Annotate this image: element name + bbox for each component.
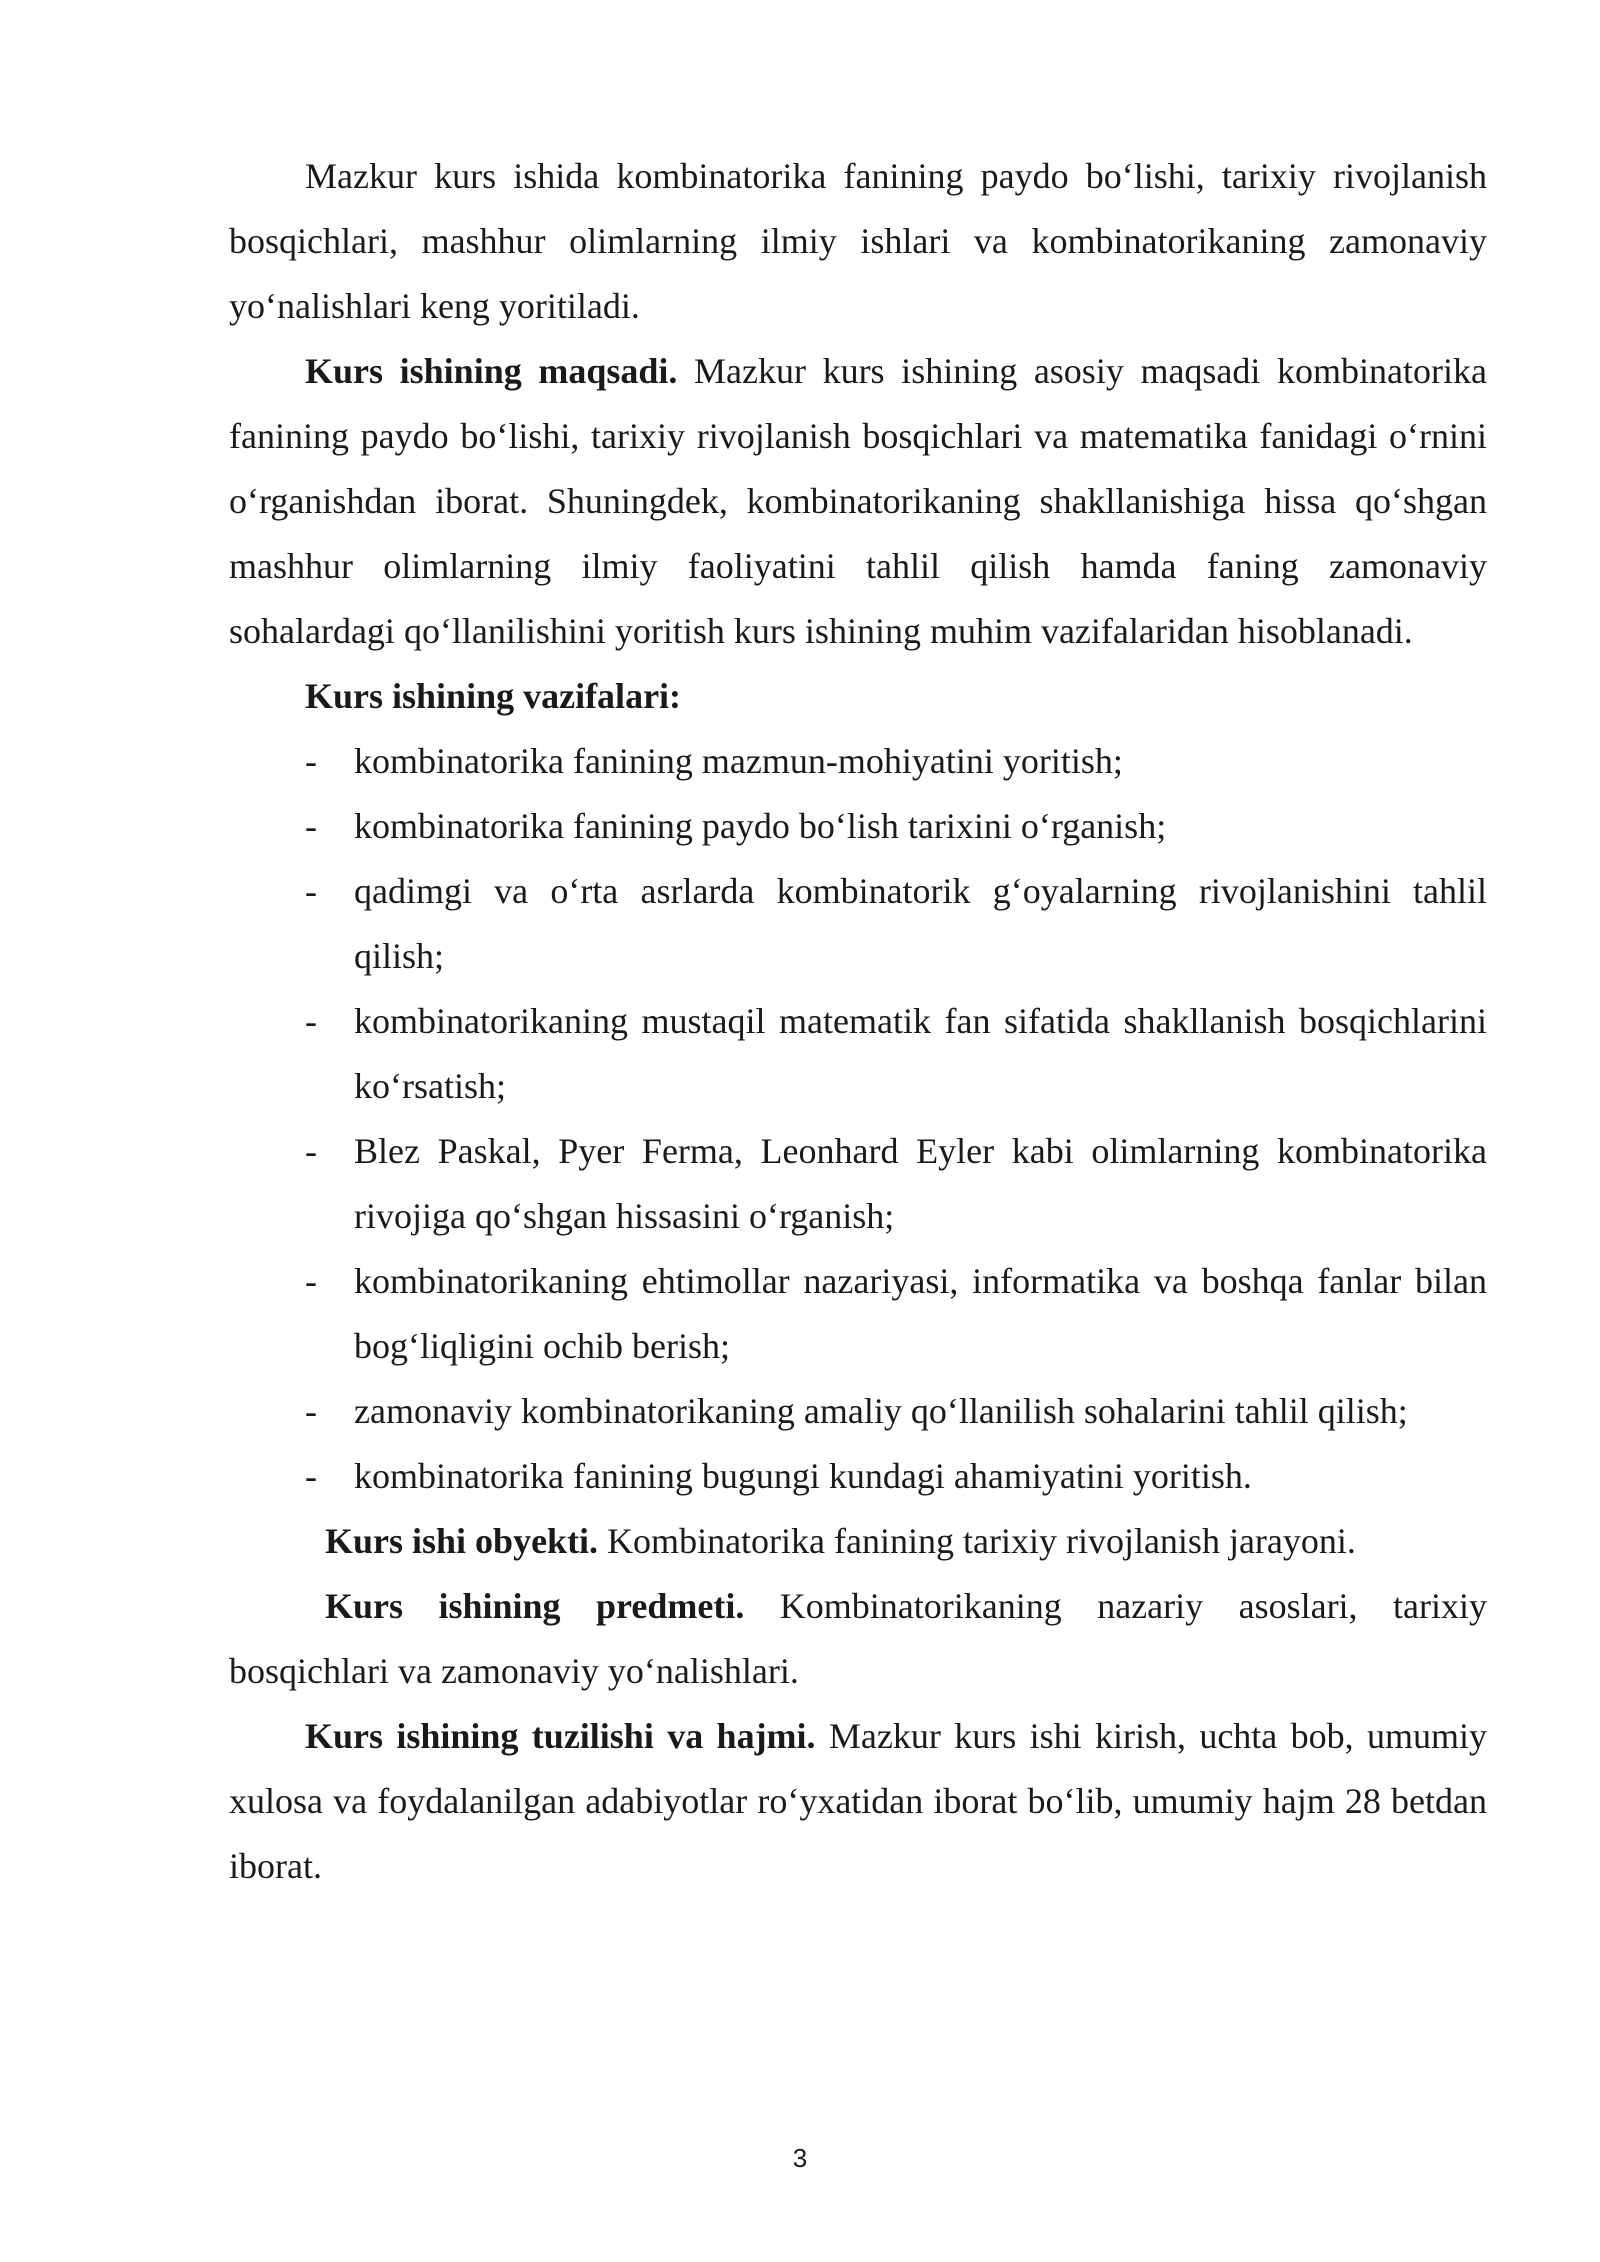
intro-text: Mazkur kurs ishida kombinatorika fanining paydo bo‘lishi, tarixiy rivojlanish bosqichlari, mashhur olimlarning ilmiy ishlari va kombinatorikaning zamonaviy yo‘nalishlari keng yoritiladi. [229, 156, 1487, 326]
structure-heading: Kurs ishining tuzilishi va hajmi. [305, 1716, 816, 1756]
list-item [229, 989, 1487, 1119]
list-item [229, 794, 1487, 859]
list-item-text: kombinatorika fanining paydo bo‘lish tarixini o‘rganish; [354, 806, 1167, 846]
subject-paragraph [229, 1574, 1487, 1704]
list-item-text: qadimgi va o‘rta asrlarda kombinatorik g‘oyalarning rivojlanishini tahlil qilish; [354, 871, 1487, 976]
list-item [229, 1444, 1487, 1509]
subject-heading: Kurs ishining predmeti. [325, 1586, 745, 1626]
list-item [229, 1379, 1487, 1444]
list-dash: - [305, 871, 317, 911]
tasks-heading: Kurs ishining vazifalari: [305, 676, 682, 716]
subject-text: Kombinatorikaning nazariy asoslari, tarixiy bosqichlari va zamonaviy yo‘nalishlari. [229, 1586, 1487, 1691]
list-dash: - [305, 1456, 317, 1496]
object-paragraph [229, 1509, 1487, 1574]
list-dash: - [305, 1001, 317, 1041]
goal-paragraph [229, 339, 1487, 664]
list-item [229, 1119, 1487, 1249]
list-item-text: kombinatorika fanining mazmun-mohiyatini yoritish; [354, 741, 1123, 781]
goal-text: Mazkur kurs ishining asosiy maqsadi kombinatorika fanining paydo bo‘lishi, tarixiy rivojlanish bosqichlari va matematika fanidagi o‘rnini o‘rganishdan iborat. Shuningdek, kombinatorikaning shakllanishiga hissa qo‘shgan mashhur olimlarning ilmiy faoliyatini tahlil qilish hamda faning zamonaviy sohalardagi qo‘llanilishini yoritish kurs ishining muhim vazifalaridan hisoblanadi. [229, 351, 1487, 651]
page-number: 3 [792, 2143, 808, 2173]
list-dash: - [305, 1391, 317, 1431]
list-item-text: zamonaviy kombinatorikaning amaliy qo‘llanilish sohalarini tahlil qilish; [354, 1391, 1408, 1431]
list-item-text: Blez Paskal, Pyer Ferma, Leonhard Eyler kabi olimlarning kombinatorika rivojiga qo‘shgan hissasini o‘rganish; [354, 1131, 1487, 1236]
object-text: Kombinatorika fanining tarixiy rivojlanish jarayoni. [598, 1521, 1356, 1561]
structure-text: Mazkur kurs ishi kirish, uchta bob, umumiy xulosa va foydalanilgan adabiyotlar ro‘yxatidan iborat bo‘lib, umumiy hajm 28 betdan iborat. [229, 1716, 1488, 1886]
list-item-text: kombinatorika fanining bugungi kundagi ahamiyatini yoritish. [354, 1456, 1252, 1496]
list-item [229, 1249, 1487, 1379]
list-item-text: kombinatorikaning mustaqil matematik fan sifatida shakllanish bosqichlarini ko‘rsatish; [354, 1001, 1487, 1106]
list-dash: - [305, 741, 317, 781]
list-dash: - [305, 806, 317, 846]
list-item-text: kombinatorikaning ehtimollar nazariyasi, informatika va boshqa fanlar bilan bog‘liqligini ochib berish; [354, 1261, 1487, 1366]
structure-paragraph [229, 1704, 1487, 1899]
object-heading: Kurs ishi obyekti. [325, 1521, 599, 1561]
page-content [229, 144, 1487, 1899]
goal-heading: Kurs ishining maqsadi. [305, 351, 678, 391]
tasks-list [229, 729, 1487, 1509]
intro-paragraph [229, 144, 1487, 339]
list-dash: - [305, 1131, 317, 1171]
list-dash: - [305, 1261, 317, 1301]
list-item [229, 859, 1487, 989]
list-item [229, 729, 1487, 794]
